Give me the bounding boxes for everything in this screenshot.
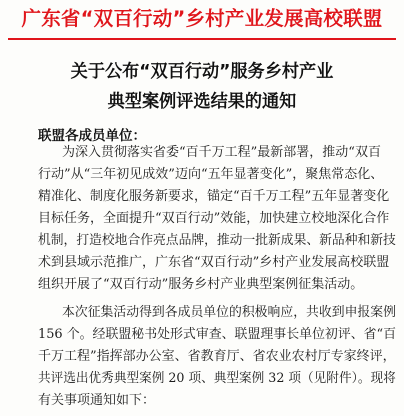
notice-title-line-1: 关于公布“双百行动”服务乡村产业 [70,62,334,82]
paragraph-1-line: 组织开展了“双百行动”服务乡村产业典型案例征集活动。 [38,277,364,292]
paragraph-2-line: 千万工程”指挥部办公室、省教育厅、省农业农村厅专家终评， [38,349,396,364]
red-divider [8,38,396,40]
paragraph-2-line: 156 个。经联盟秘书处形式审查、联盟理事长单位初评、省“百 [38,327,397,342]
paragraph-1-line: 目标任务，全面提升“双百行动”效能，加快建立校地深化合作 [38,211,390,226]
paragraph-1-line: 为深入贯彻落实省委“百千万工程”最新部署，推动“双百 [62,145,381,160]
paragraph-1-line: 机制，打造校地合作亮点品牌，推动一批新成果、新品种和新技 [38,233,396,248]
salutation: 联盟各成员单位： [38,128,146,144]
paragraph-2-line: 共评选出优秀典型案例 20 项、典型案例 32 项（见附件）。现将 [38,371,396,386]
paragraph-1-line: 术到县域示范推广，广东省“双百行动”乡村产业发展高校联盟 [38,255,390,270]
paragraph-2-line: 本次征集活动得到各成员单位的积极响应，共收到申报案例 [62,305,396,320]
org-name-heading: 广东省“双百行动”乡村产业发展高校联盟 [21,7,383,30]
notice-title-line-2: 典型案例评选结果的通知 [107,92,297,112]
paragraph-1-line: 精准化、制度化服务新要求，锚定“百千万工程”五年显著变化 [38,189,390,204]
paragraph-2-line: 有关事项通知如下： [38,393,156,408]
masthead [0,2,404,32]
paragraph-1-line: 行动”从“三年初见成效”迈向“五年显著变化”，聚焦常态化、 [38,167,384,182]
